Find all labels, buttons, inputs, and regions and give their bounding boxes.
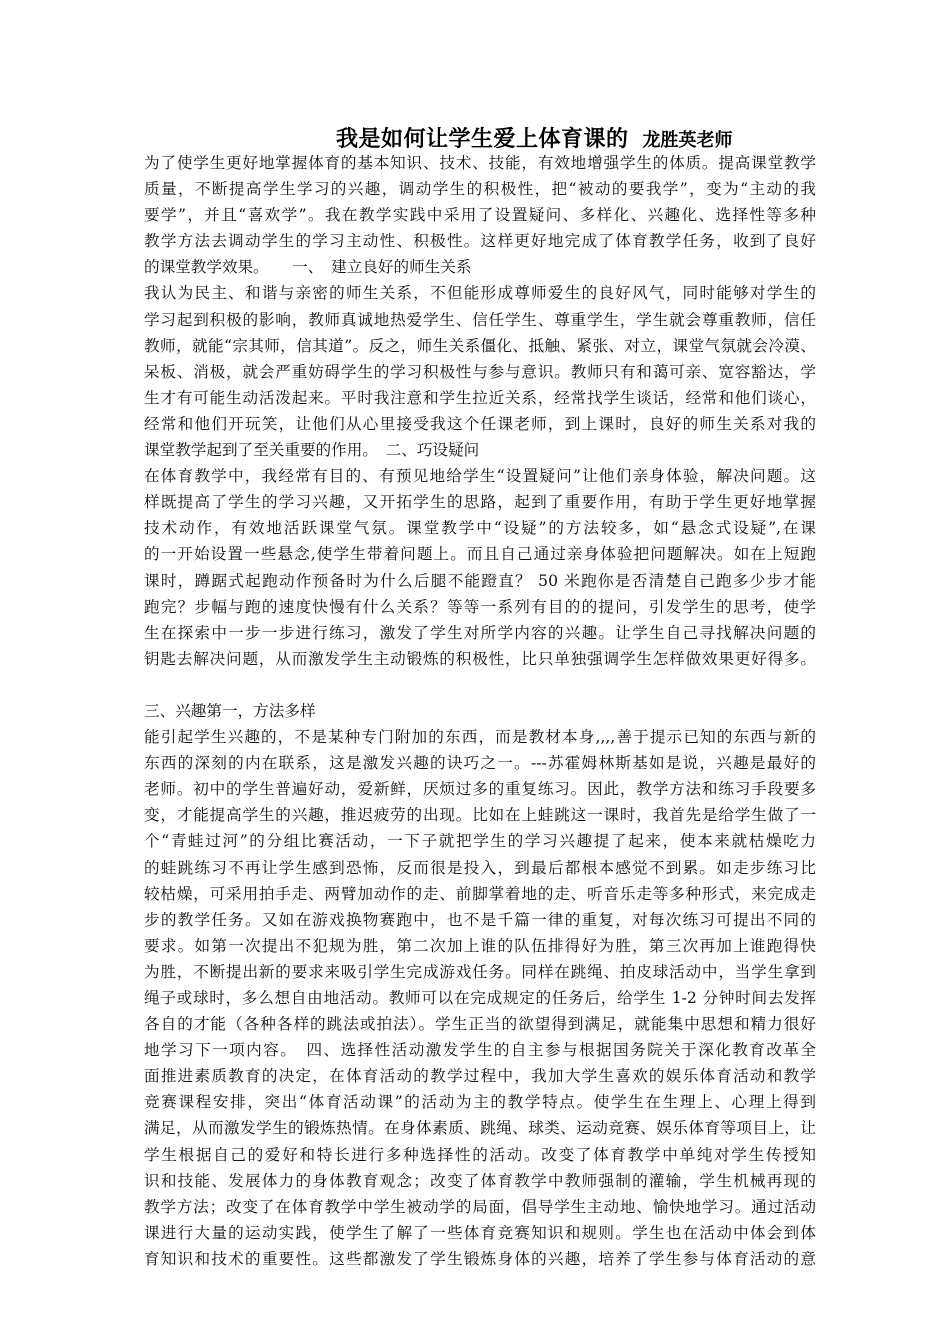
text-line: 经常和他们开玩笑，让他们从心里接受我这个任课老师，到上课时，良好的师生关系对我的 (144, 414, 816, 433)
text-line: 识和技能、发展体力的身体教育观念；改变了体育教学中教师强制的灌输，学生机械再现的 (144, 1171, 816, 1190)
text-line: 教学方法；改变了在体育教学中学生被动学的局面，倡导学生主动地、愉快地学习。通过活动 (144, 1197, 816, 1216)
text-line: 在体育教学中，我经常有目的、有预见地给学生“设置疑问”让他们亲身体验，解决问题。这 (144, 467, 816, 486)
text-line: 要学”，并且“喜欢学”。我在教学实践中采用了设置疑问、多样化、兴趣化、选择性等多种 (144, 206, 816, 225)
text-line: 的蛙跳练习不再让学生感到恐怖，反而很是投入，到最后都根本感觉不到累。如走步练习比 (144, 858, 816, 877)
text-line: 育知识和技术的重要性。这些都激发了学生锻炼身体的兴趣，培养了学生参与体育活动的意 (144, 1249, 816, 1268)
title-line (336, 122, 733, 153)
document-author: 龙胜英老师 (642, 130, 733, 151)
text-line: 教学方法去调动学生的学习主动性、积极性。这样更好地完成了体育教学任务，收到了良好 (144, 232, 816, 251)
text-line: 生在探索中一步一步进行练习，激发了学生对所学内容的兴趣。让学生自己寻找解决问题的 (144, 623, 816, 642)
text-line: 老师。初中的学生普遍好动，爱新鲜，厌烦过多的重复练习。因此，教学方法和练习手段要多 (144, 780, 816, 799)
text-line: 跑完？步幅与跑的速度快慢有什么关系？等等一系列有目的的提问，引发学生的思考，使学 (144, 597, 816, 616)
text-line: 地学习下一项内容。 四、选择性活动激发学生的自主参与根据国务院关于深化教育改革全 (144, 1041, 816, 1060)
text-line: 能引起学生兴趣的，不是某种专门附加的东西，而是教材本身,,,,善于提示已知的东西与新的 (144, 728, 816, 747)
text-line: 课堂教学起到了至关重要的作用。 二、巧设疑问 (144, 441, 480, 460)
text-line: 绳子或球时，多么想自由地活动。教师可以在完成规定的任务后，给学生 1-2 分钟时间去发挥 (144, 989, 816, 1007)
text-line: 满足，从而激发学生的锻炼热情。在身体素质、跳绳、球类、运动竞赛、娱乐体育等项目上，让 (144, 1119, 816, 1138)
text-line: 教师，就能“宗其师，信其道”。反之，师生关系僵化、抵触、紧张、对立，课堂气氛就会冷漠、 (144, 336, 816, 355)
text-line: 的课堂教学效果。 一、 建立良好的师生关系 (144, 258, 472, 277)
text-line: 生才有可能生动活泼起来。平时我注意和学生拉近关系，经常找学生谈话，经常和他们谈心， (144, 388, 816, 407)
text-line: 钥匙去解决问题，从而激发学生主动锻炼的积极性，比只单独强调学生怎样做效果更好得多。 (144, 649, 816, 668)
text-line: 质量，不断提高学生学习的兴趣，调动学生的积极性，把“被动的要我学”，变为“主动的我 (144, 180, 816, 199)
document-title: 我是如何让学生爱上体育课的 (336, 127, 629, 152)
text-line: 较枯燥，可采用拍手走、两臂加动作的走、前脚掌着地的走、听音乐走等多种形式，来完成走 (144, 884, 816, 903)
text-line: 课时，蹲踞式起跑动作预备时为什么后腿不能蹬直？ 50 米跑你是否清楚自己跑多少步才能 (144, 571, 816, 590)
text-line: 技术动作，有效地活跃课堂气氛。课堂教学中“设疑”的方法较多，如“悬念式设疑”,在课 (144, 519, 816, 538)
text-line: 步的教学任务。又如在游戏换物赛跑中，也不是千篇一律的重复，对每次练习可提出不同的 (144, 910, 816, 929)
text-line: 的一开始设置一些悬念,使学生带着问题上。而且自己通过亲身体验把问题解决。如在上短跑 (144, 545, 816, 564)
text-line: 为了使学生更好地掌握体育的基本知识、技术、技能，有效地增强学生的体质。提高课堂教学 (144, 154, 816, 172)
text-line: 要求。如第一次提出不犯规为胜，第二次加上谁的队伍排得好为胜，第三次再加上谁跑得快 (144, 936, 816, 955)
text-line: 变，才能提高学生的兴趣，推迟疲劳的出现。比如在上蛙跳这一课时，我首先是给学生做了一 (144, 806, 816, 825)
text-line: 面推进素质教育的决定，在体育活动的教学过程中，我加大学生喜欢的娱乐体育活动和教学 (144, 1067, 816, 1086)
text-line: 竞赛课程安排，突出“体育活动课”的活动为主的教学特点。使学生在生理上、心理上得到 (144, 1093, 816, 1112)
text-line: 各自的才能（各种各样的跳法或拍法）。学生正当的欲望得到满足，就能集中思想和精力很好 (144, 1015, 816, 1034)
text-line: 为胜，不断提出新的要求来吸引学生完成游戏任务。同样在跳绳、拍皮球活动中，当学生拿到 (144, 962, 816, 981)
text-line: 东西的深刻的内在联系，这是激发兴趣的诀巧之一。---苏霍姆林斯基如是说，兴趣是最好的 (144, 754, 816, 773)
text-line: 样既提高了学生的学习兴趣，又开拓学生的思路，起到了重要作用，有助于学生更好地掌握 (144, 493, 816, 512)
text-line: 三、兴趣第一，方法多样 (144, 701, 316, 720)
document-body (144, 150, 816, 1272)
text-line: 课进行大量的运动实践，使学生了解了一些体育竞赛知识和规则。学生也在活动中体会到体 (144, 1223, 816, 1242)
blank-line (144, 672, 816, 698)
text-line: 学习起到积极的影响，教师真诚地热爱学生、信任学生、尊重学生，学生就会尊重教师，信任 (144, 310, 816, 329)
text-line: 个“青蛙过河”的分组比赛活动，一下子就把学生的学习兴趣提了起来，使本来就枯燥吃力 (144, 832, 816, 851)
text-line: 学生根据自己的爱好和特长进行多种选择性的活动。改变了体育教学中单纯对学生传授知 (144, 1145, 816, 1164)
text-line: 呆板、消极，就会严重妨碍学生的学习积极性与参与意识。教师只有和蔼可亲、宽容豁达，学 (144, 362, 816, 381)
text-line: 我认为民主、和谐与亲密的师生关系，不但能形成尊师爱生的良好风气，同时能够对学生的 (144, 284, 816, 303)
